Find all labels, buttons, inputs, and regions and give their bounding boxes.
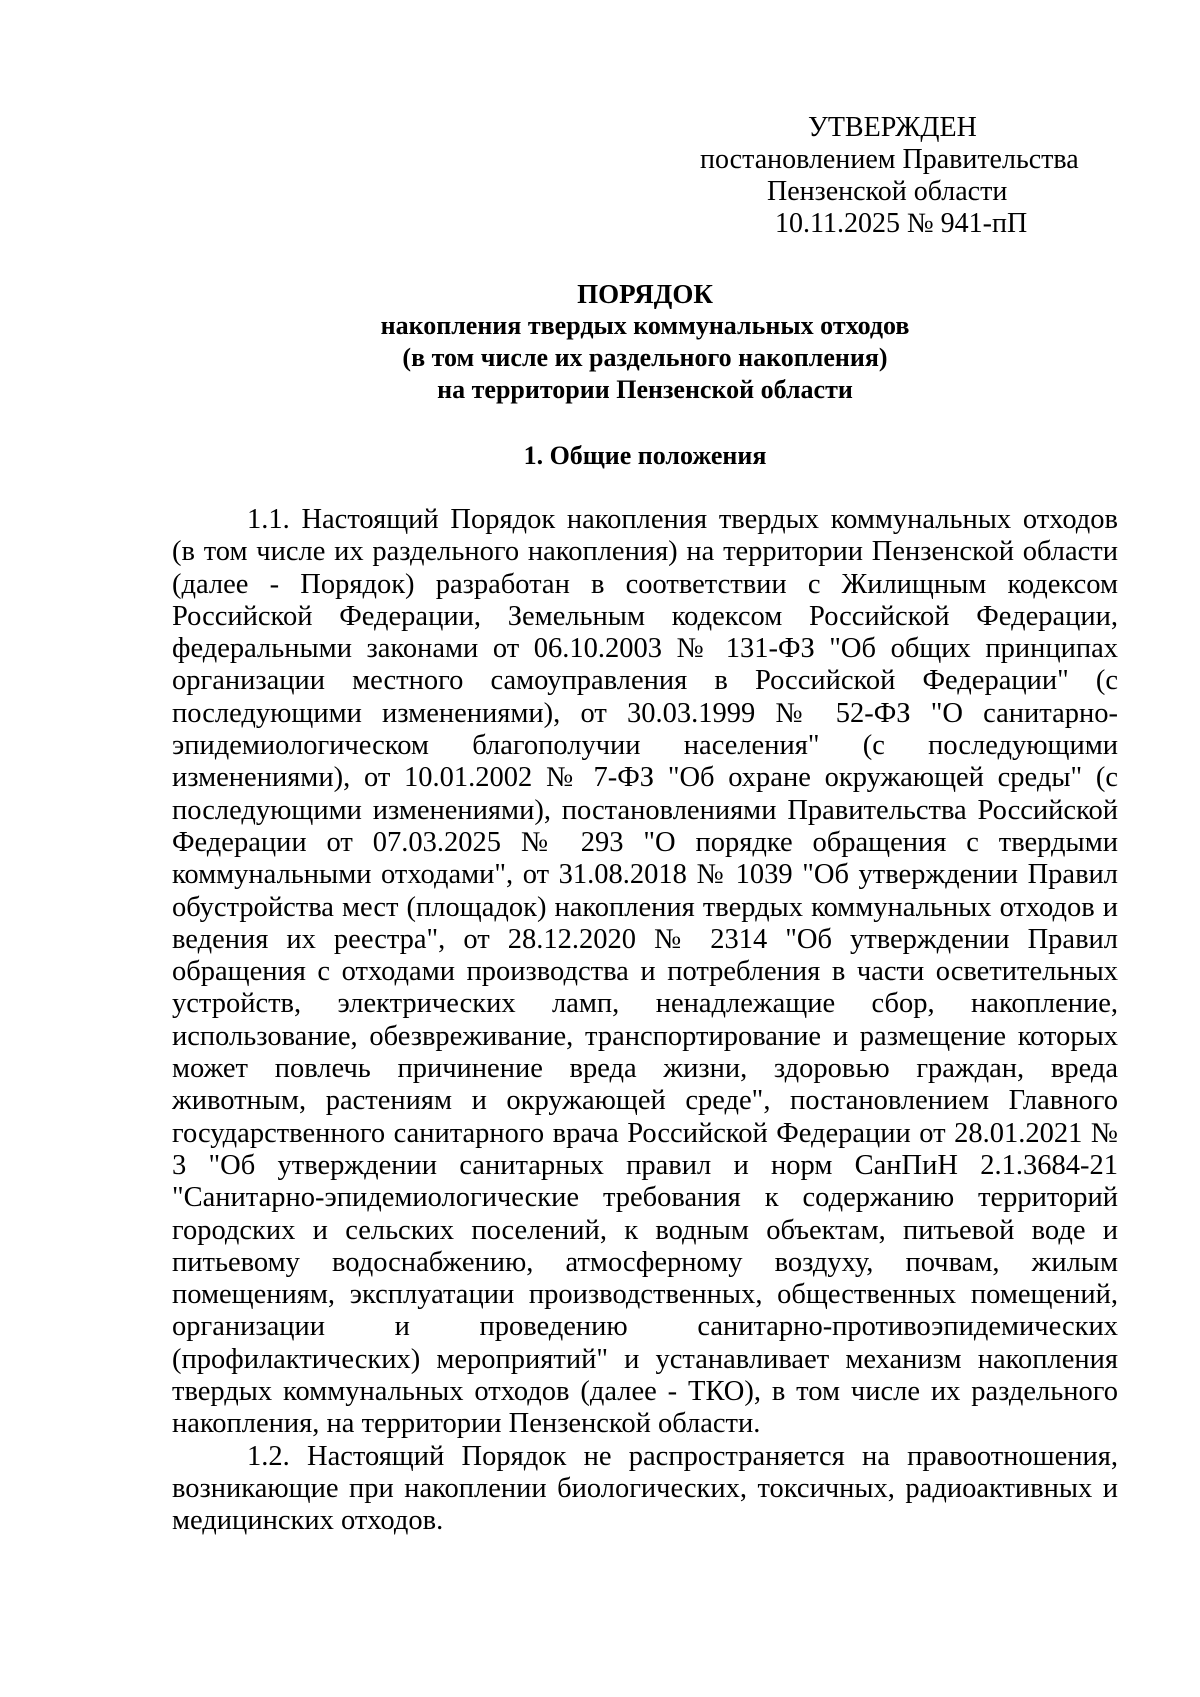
section-heading: 1. Общие положения xyxy=(523,441,767,470)
document-subtitle-line-3: на территории Пензенской области xyxy=(437,375,853,404)
approval-authority: постановлением Правительства xyxy=(700,144,1079,175)
document-subtitle-line-2: (в том числе их раздельного накопления) xyxy=(402,343,888,372)
document-title: ПОРЯДОК xyxy=(577,279,713,309)
approval-region: Пензенской области xyxy=(767,176,1008,207)
document-subtitle-line-1: накопления твердых коммунальных отходов xyxy=(380,311,910,340)
approval-date-number: 10.11.2025 № 941-пП xyxy=(775,208,1028,239)
paragraph-1-1: 1.1. Настоящий Порядок накопления твердых коммунальных отходов (в том числе их раздельного накопления) на территории Пензенской области (далее - Порядок) разработан в соответствии с Жилищным кодексом Российской Федерации, Земельным кодексом Российской Федерации, федеральными законами от 06.10.2003 № 131-ФЗ "Об общих принципах организации местного самоуправления в Российской Федерации" (с последующими изменениями), от 30.03.1999 № 52-ФЗ "О санитарно-эпидемиологическом благополучии населения" (с последующими изменениями), от 10.01.2002 № 7-ФЗ "Об охране окружающей среды" (с последующими изменениями), постановлениями Правительства Российской Федерации от 07.03.2025 № 293 "О порядке обращения с твердыми коммунальными отходами", от 31.08.2018 № 1039 "Об утверждении Правил обустройства мест (площадок) накопления твердых коммунальных отходов и ведения их реестра", от 28.12.2020 № 2314 "Об утверждении Правил обращения с отходами производства и потребления в части осветительных устройств, электрических ламп, ненадлежащие сбор, накопление, использование, обезвреживание, транспортирование и размещение которых может повлечь причинение вреда жизни, здоровью граждан, вреда животным, растениям и окружающей среде", постановлением Главного государственного санитарного врача Российской Федерации от 28.01.2021 № 3 "Об утверждении санитарных правил и норм СанПиН 2.1.3684-21 "Санитарно-эпидемиологические требования к содержанию территорий городских и сельских поселений, к водным объектам, питьевой воде и питьевому водоснабжению, атмосферному воздуху, почвам, жилым помещениям, эксплуатации производственных, общественных помещений, организации и проведению санитарно-противоэпидемических (профилактических) мероприятий" и устанавливает механизм накопления твердых коммунальных отходов (далее - ТКО), в том числе их раздельного накопления, на территории Пензенской области. xyxy=(172,504,1118,1440)
approval-stamp xyxy=(700,112,1120,240)
approval-status: УТВЕРЖДЕН xyxy=(808,112,977,143)
paragraph-1-2: 1.2. Настоящий Порядок не распространяется на правоотношения, возникающие при накоплении биологических, токсичных, радиоактивных и медицинских отходов. xyxy=(172,1440,1118,1537)
document-title-block xyxy=(172,278,1118,406)
section-body xyxy=(172,504,1118,1538)
